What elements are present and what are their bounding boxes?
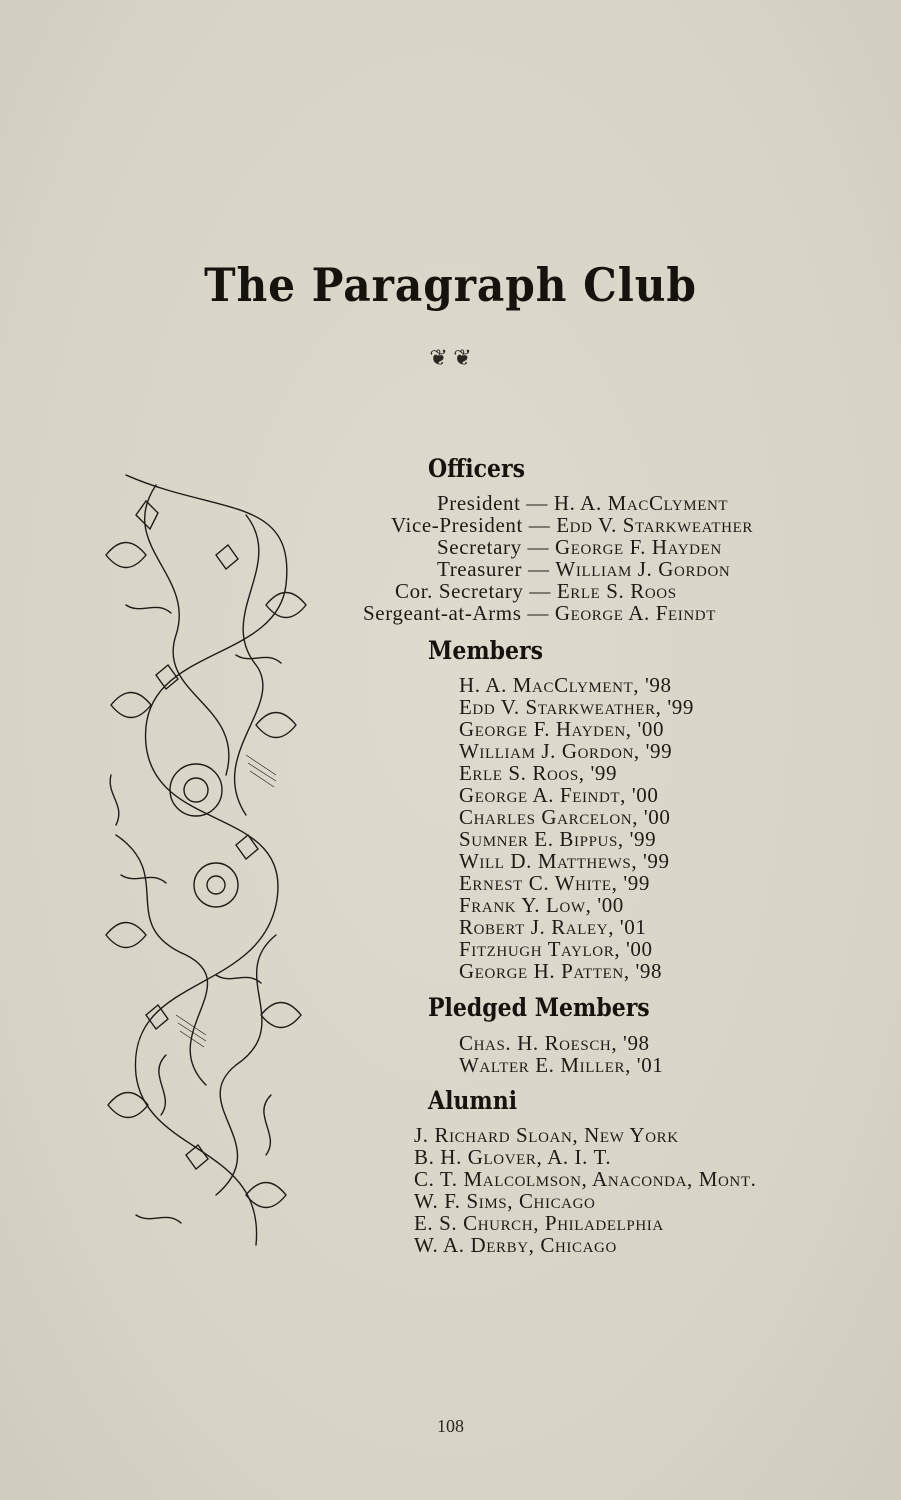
members-heading: Members xyxy=(428,636,543,665)
officer-role: Vice-President xyxy=(391,513,523,537)
officer-row: Secretary — George F. Hayden xyxy=(437,535,722,559)
officer-name: George F. Hayden xyxy=(555,535,722,559)
officer-name: H. A. MacClyment xyxy=(553,491,729,515)
member-row: George H. Patten, '98 xyxy=(459,959,663,983)
officer-name: Erle S. Roos xyxy=(556,579,677,603)
alumni-row: C. T. Malcolmson, Anaconda, Mont. xyxy=(414,1167,757,1191)
member-row: Robert J. Raley, '01 xyxy=(459,915,647,939)
member-row: George F. Hayden, '00 xyxy=(459,717,665,741)
pledged-member-row: Chas. H. Roesch, '98 xyxy=(459,1031,650,1055)
member-row: William J. Gordon, '99 xyxy=(459,739,673,763)
member-row: Sumner E. Bippus, '99 xyxy=(459,827,657,851)
member-row: Ernest C. White, '99 xyxy=(459,871,650,895)
officer-row: Cor. Secretary — Erle S. Roos xyxy=(395,579,677,603)
member-row: George A. Feindt, '00 xyxy=(459,783,659,807)
member-row: Frank Y. Low, '00 xyxy=(459,893,624,917)
alumni-row: B. H. Glover, A. I. T. xyxy=(414,1145,612,1169)
officer-row: Vice-President — Edd V. Starkweather xyxy=(391,513,753,537)
alumni-heading: Alumni xyxy=(428,1086,518,1115)
pledged-members-heading: Pledged Members xyxy=(428,993,650,1022)
alumni-row: W. A. Derby, Chicago xyxy=(414,1233,617,1257)
fleuron-ornament: ❦ ❦ xyxy=(429,345,472,370)
officer-name: William J. Gordon xyxy=(555,557,731,581)
member-row: Charles Garcelon, '00 xyxy=(459,805,671,829)
member-row: Edd V. Starkweather, '99 xyxy=(459,695,694,719)
officer-role: Secretary xyxy=(437,535,522,559)
alumni-row: E. S. Church, Philadelphia xyxy=(414,1211,664,1235)
officer-role: President xyxy=(437,491,521,515)
officer-role: Cor. Secretary xyxy=(395,579,524,603)
officer-row: Treasurer — William J. Gordon xyxy=(437,557,731,581)
officers-heading: Officers xyxy=(428,454,525,483)
member-row: Will D. Matthews, '99 xyxy=(459,849,670,873)
member-row: H. A. MacClyment, '98 xyxy=(459,673,672,697)
floral-vine-icon xyxy=(96,455,312,1255)
member-row: Fitzhugh Taylor, '00 xyxy=(459,937,653,961)
alumni-row: W. F. Sims, Chicago xyxy=(414,1189,596,1213)
officer-role: Treasurer xyxy=(437,557,523,581)
page-number: 108 xyxy=(437,1416,464,1436)
page-title: The Paragraph Club xyxy=(204,258,697,312)
officer-row: President — H. A. MacClyment xyxy=(437,491,729,515)
pledged-member-row: Walter E. Miller, '01 xyxy=(459,1053,664,1077)
officer-role: Sergeant-at-Arms xyxy=(363,601,522,625)
officer-name: Edd V. Starkweather xyxy=(556,513,753,537)
member-row: Erle S. Roos, '99 xyxy=(459,761,618,785)
alumni-row: J. Richard Sloan, New York xyxy=(414,1123,679,1147)
officer-row: Sergeant-at-Arms — George A. Feindt xyxy=(363,601,716,625)
officer-name: George A. Feindt xyxy=(554,601,716,625)
